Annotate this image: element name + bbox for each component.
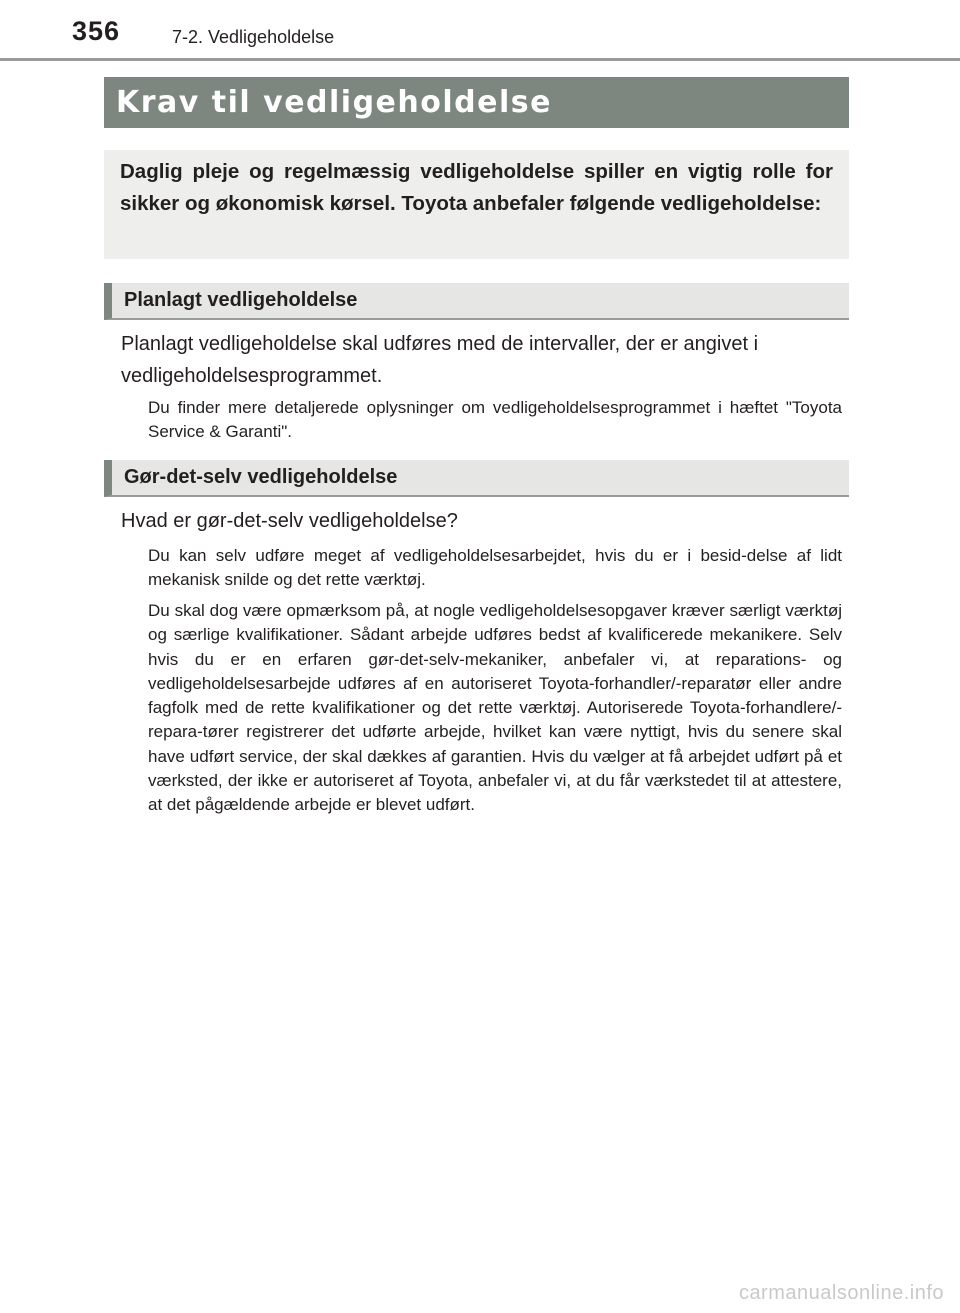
intro-box [104,150,849,259]
diy-lead-text: Hvad er gør-det-selv vedligeholdelse? [121,510,458,532]
scheduled-lead-text: Planlagt vedligeholdelse skal udføres med de intervaller, der er angivet i vedligeholdelsesprogrammet. [121,333,759,387]
main-title: Krav til vedligeholdelse [116,85,552,120]
section-heading-label: Planlagt vedligeholdelse [124,289,358,311]
page-number: 356 [72,16,121,46]
section-heading-label: Gør-det-selv vedligeholdelse [124,466,398,488]
intro-text: Daglig pleje og regelmæssig vedligeholdelse spiller en vigtig rolle for sikker og økonomisk kørsel. Toyota anbefaler følgende vedligeholdelse: [120,160,833,215]
header-rule [0,58,960,61]
diy-paragraph-1: Du kan selv udføre meget af vedligeholdelsesarbejdet, hvis du er i besid-delse af lidt mekanisk snilde og det rette værktøj. [148,546,842,590]
watermark: carmanualsonline.info [738,1282,944,1304]
section-heading-scheduled [104,283,849,320]
scheduled-note: Du finder mere detaljerede oplysninger om vedligeholdelsesprogrammet i hæftet "Toyota Service & Garanti". [148,398,842,442]
main-title-bar [104,77,849,128]
diy-paragraph-2: Du skal dog være opmærksom på, at nogle vedligeholdelsesopgaver kræver særligt værktøj og særlige kvalifikationer. Sådant arbejde udføres bedst af kvalificerede mekanikere. Selv hvis du er en erfaren gør-det-selv-mekaniker, anbefaler vi, at reparations- og vedligeholdelsesarbejde udføres af en autoriseret Toyota-forhandler/-reparatør eller andre fagfolk med de rette kvalifikationer og det rette værktøj. Autoriserede Toyota-forhandlere/-repara-tører registrerer det udførte arbejde, hvilket kan være nyttigt, hvis du senere skal have udført service, der skal dækkes af garantien. Hvis du vælger at få arbejdet udført på et værksted, der ikke er autoriseret af Toyota, anbefaler vi, at du får værkstedet til at attestere, at det pågældende arbejde er blevet udført. [148,601,842,815]
chapter-title: 7-2. Vedligeholdelse [172,27,335,47]
section-heading-diy [104,460,849,497]
